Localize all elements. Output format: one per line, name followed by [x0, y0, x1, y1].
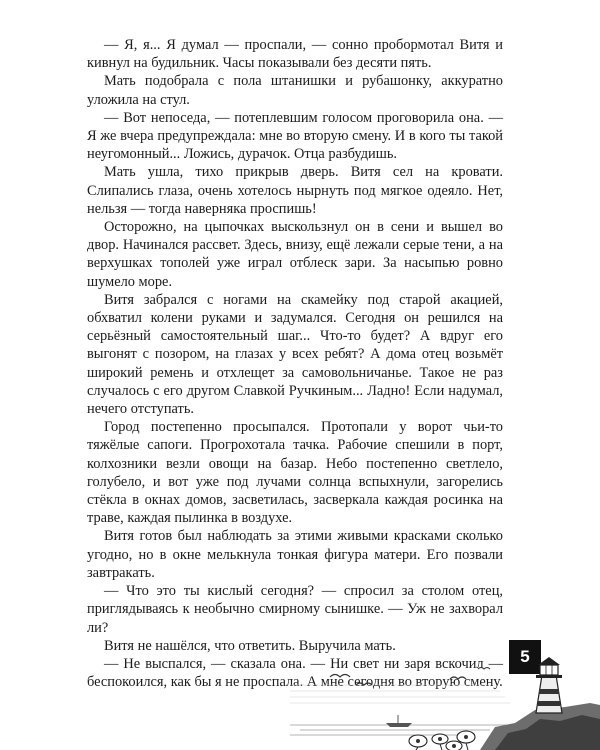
- paragraph-2: Мать подобрала с пола штанишки и рубашонку, аккуратно уложила на стул.: [87, 73, 503, 108]
- paragraph-5: Осторожно, на цыпочках выскользнул он в сени и вышел во двор. Начинался рассвет. Здесь, внизу, ещё лежали серые тени, а на верхушках тополей уже играл отблеск зари. За насыпью ровно шумело море.: [87, 219, 503, 290]
- paragraph-3: — Вот непоседа, — потеплевшим голосом проговорила она. — Я же вчера предупреждала: мне во вторую смену. И в кого ты такой неугомонный... Ложись, дурачок. Отца разбудишь.: [87, 109, 503, 163]
- paragraph-11: — Не выспался, — сказала она. — Ни свет ни заря вскочил — беспокоился, как бы я не проспала. А мне сегодня во вторую смену.: [87, 655, 503, 691]
- paragraph-4: Мать ушла, тихо прикрыв дверь. Витя сел на кровати. Слипались глаза, очень хотелось нырнуть под мягкое одеяло. Нет, нельзя — тогда наверняка проспишь!: [87, 164, 503, 217]
- paragraph-1: — Я, я... Я думал — проспали, — сонно пробормотал Витя и кивнул на будильник. Часы показывали без десяти пять.: [87, 37, 503, 72]
- page-number: 5: [509, 640, 541, 674]
- paragraph-9: — Что это ты кислый сегодня? — спросил за столом отец, приглядываясь к необычно смирному сынишке. — Уж не захворал ли?: [87, 583, 503, 636]
- seaside-lighthouse-illustration: [290, 655, 600, 750]
- paragraph-10: Витя не нашёлся, что ответить. Выручила мать.: [104, 637, 396, 654]
- story-text: [87, 36, 503, 691]
- paragraph-8: Витя готов был наблюдать за этими живыми красками сколько угодно, но в окне мелькнула тонкая фигура матери. Его позвали завтракать.: [87, 528, 503, 581]
- paragraph-6: Витя забрался с ногами на скамейку под старой акацией, обхватил колени руками и задумался. Сегодня он решился на серьёзный самостоятельный шаг... Что-то будет? А вдруг его выгонят с позором, на глазах у всех ребят? А дома отец возьмёт широкий ремень и отхлещет за самовольничанье. Такое не раз случалось с его другом Славкой Ручкиным... Ладно! Если надумал, нечего отступать.: [87, 291, 503, 418]
- paragraph-7: Город постепенно просыпался. Протопали у ворот чьи-то тяжёлые сапоги. Прогрохотала тачка. Рабочие спешили в порт, колхозники везли овощи на базар. Небо постепенно светлело, голубело, и вот уже под лучами солнца вспыхнули, загорелись стёкла в окнах домов, засветилась, засверкала каждая росинка на траве, каждая пылинка в воздухе.: [87, 419, 503, 527]
